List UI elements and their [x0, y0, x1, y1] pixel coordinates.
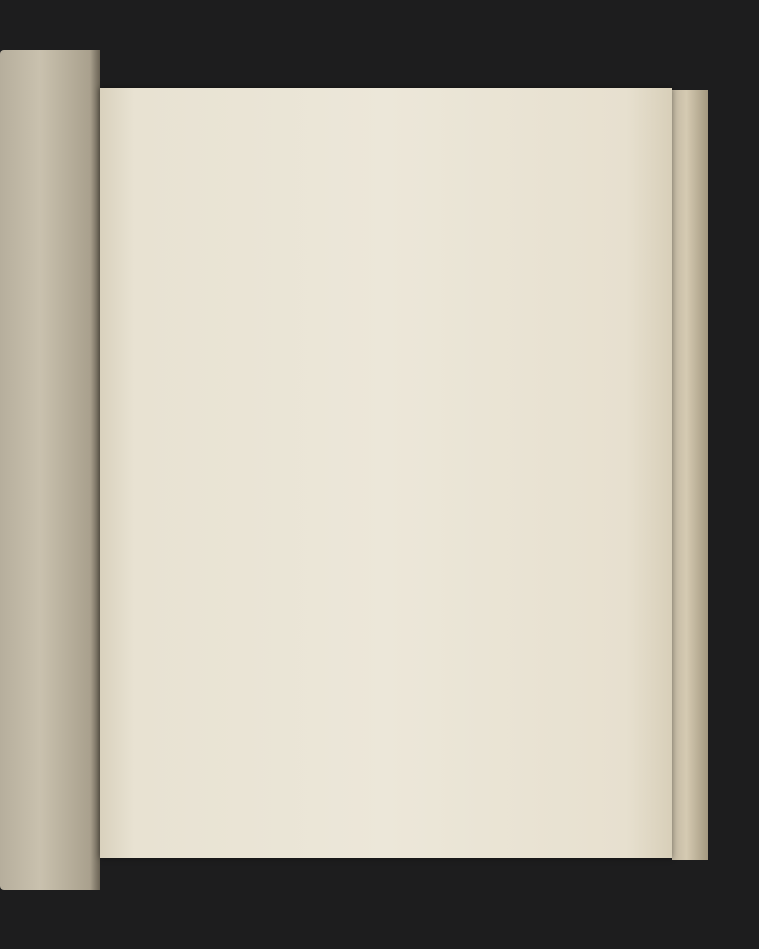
page-edges [672, 90, 708, 860]
left-facing-page [0, 50, 100, 890]
right-page [100, 88, 672, 858]
